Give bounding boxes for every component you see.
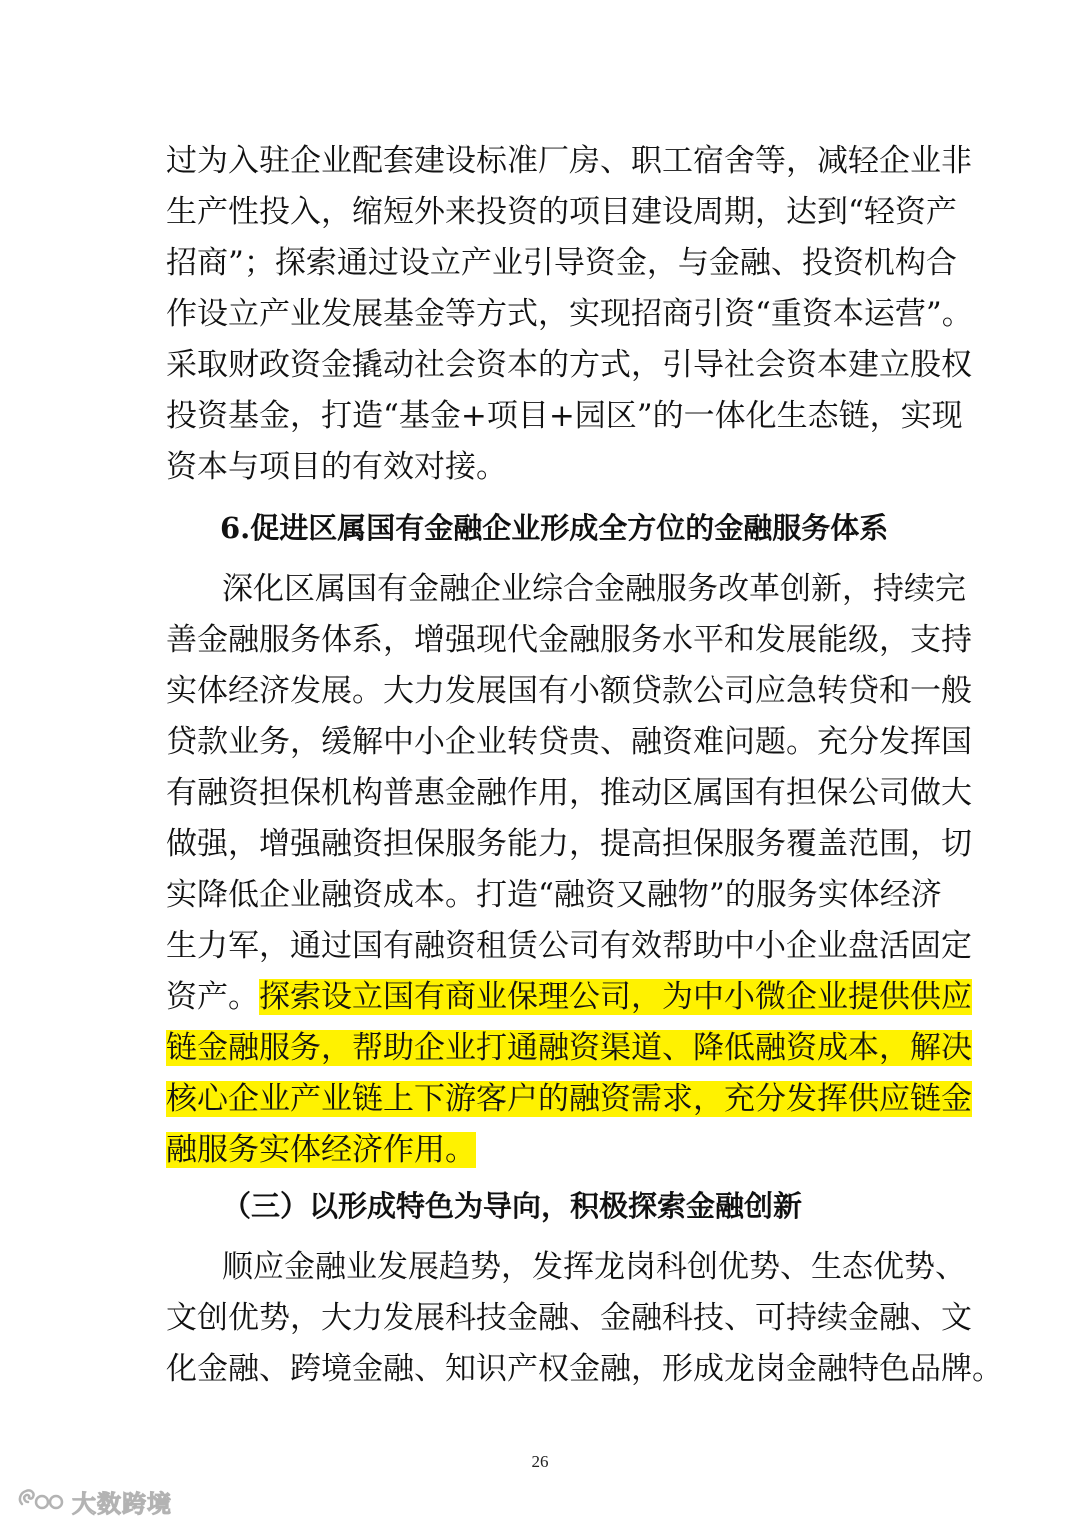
paragraph-2-line: 贷款业务，缓解中小企业转贷贵、融资难问题。充分发挥国 [166, 724, 972, 760]
paragraph-1-line: 资本与项目的有效对接。 [166, 449, 507, 485]
highlighted-text: 核心企业产业链上下游客户的融资需求，充分发挥供应链金 [166, 1081, 972, 1117]
paragraph-1-line: 作设立产业发展基金等方式，实现招商引资“重资本运营”。 [166, 296, 973, 332]
paragraph-2-line: 生力军，通过国有融资租赁公司有效帮助中小企业盘活固定 [166, 928, 972, 964]
watermark-text: 大数跨境 [72, 1489, 172, 1518]
paragraph-2-line: 善金融服务体系，增强现代金融服务水平和发展能级，支持 [166, 622, 972, 658]
paragraph-3-line: 顺应金融业发展趋势，发挥龙岗科创优势、生态优势、 [222, 1249, 966, 1285]
paragraph-2-line: 做强，增强融资担保服务能力，提高担保服务覆盖范围，切 [166, 826, 972, 862]
section-heading: （三）以形成特色为导向，积极探索金融创新 [222, 1189, 803, 1223]
paragraph-1-line: 招商”；探索通过设立产业引导资金，与金融、投资机构合 [166, 245, 957, 281]
paragraph-3-line: 化金融、跨境金融、知识产权金融，形成龙岗金融特色品牌。 [166, 1351, 1003, 1387]
paragraph-2-line: 实降低企业融资成本。打造“融资又融物”的服务实体经济 [166, 877, 942, 913]
paragraph-2-line [166, 1027, 972, 1069]
highlighted-text: 探索设立国有商业保理公司，为中小微企业提供供应 [259, 979, 972, 1015]
page-number: 26 [531, 1452, 549, 1471]
paragraph-1-line: 生产性投入，缩短外来投资的项目建设周期，达到“轻资产 [166, 194, 957, 230]
paragraph-2-line: 有融资担保机构普惠金融作用，推动区属国有担保公司做大 [166, 775, 972, 811]
paragraph-2-line [166, 1129, 476, 1171]
paragraph-2-line: 实体经济发展。大力发展国有小额贷款公司应急转贷和一般 [166, 673, 972, 709]
weibo-logo-icon [14, 1484, 66, 1518]
paragraph-2-line [166, 1078, 972, 1120]
paragraph-1-line: 过为入驻企业配套建设标准厂房、职工宿舍等，减轻企业非 [166, 143, 972, 179]
paragraph-2-line: 深化区属国有金融企业综合金融服务改革创新，持续完 [222, 571, 966, 607]
line-text: 资产。 [166, 979, 259, 1015]
paragraph-1-line: 投资基金，打造“基金+项目+园区”的一体化生态链，实现 [166, 398, 963, 434]
watermark [14, 1484, 172, 1518]
section-heading: 6.促进区属国有金融企业形成全方位的金融服务体系 [220, 511, 889, 545]
highlighted-text: 链金融服务，帮助企业打通融资渠道、降低融资成本，解决 [166, 1030, 972, 1066]
paragraph-3-line: 文创优势，大力发展科技金融、金融科技、可持续金融、文 [166, 1300, 972, 1336]
paragraph-1-line: 采取财政资金撬动社会资本的方式，引导社会资本建立股权 [166, 347, 972, 383]
highlighted-text: 融服务实体经济作用。 [166, 1132, 476, 1168]
paragraph-2-line [166, 976, 972, 1018]
